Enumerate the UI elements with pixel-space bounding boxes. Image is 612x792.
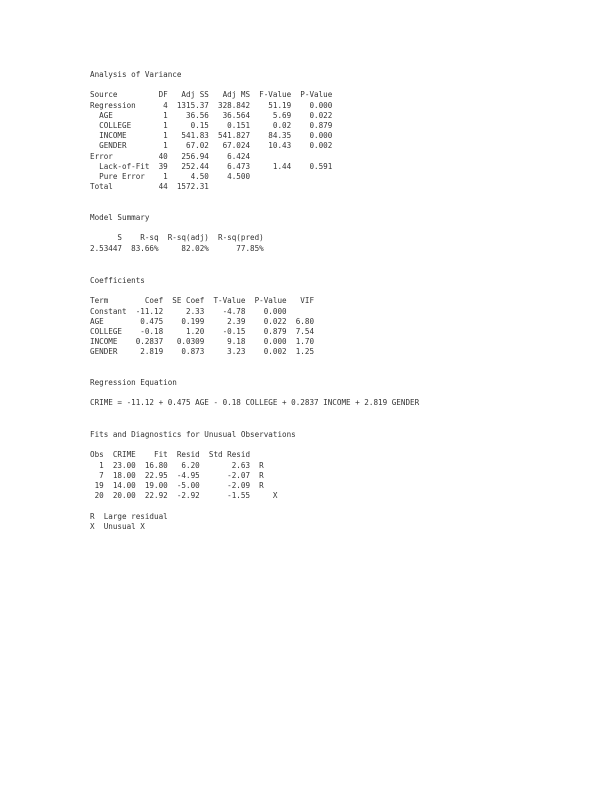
anova-row-error: Error 40 256.94 6.424 bbox=[90, 151, 251, 161]
unusual-observations-row-7: 7 18.00 22.95 -4.95 -2.07 R bbox=[90, 470, 264, 480]
unusual-observations-row-19: 19 14.00 19.00 -5.00 -2.09 R bbox=[90, 480, 264, 490]
coefficients-heading: Coefficients bbox=[90, 276, 145, 285]
model-summary-header-row: S R-sq R-sq(adj) R-sq(pred) bbox=[90, 233, 264, 243]
anova-row-regression: Regression 4 1315.37 328.842 51.19 0.000 bbox=[90, 100, 333, 110]
anova-row-total: Total 44 1572.31 bbox=[90, 182, 209, 192]
coefficients-row-income: INCOME 0.2837 0.0309 9.18 0.000 1.70 bbox=[90, 337, 315, 347]
anova-row-college: COLLEGE 1 0.15 0.151 0.02 0.879 bbox=[90, 120, 333, 130]
unusual-observations-header-row: Obs CRIME Fit Resid Std Resid bbox=[90, 450, 251, 460]
anova-row-pure-error: Pure Error 1 4.50 4.500 bbox=[90, 171, 251, 181]
anova-row-age: AGE 1 36.56 36.564 5.69 0.022 bbox=[90, 110, 333, 120]
model-summary-heading: Model Summary bbox=[90, 213, 150, 222]
anova-header-row: Source DF Adj SS Adj MS F-Value P-Value bbox=[90, 90, 333, 100]
anova-row-lack-of-fit: Lack-of-Fit 39 252.44 6.473 1.44 0.591 bbox=[90, 161, 333, 171]
coefficients-section bbox=[90, 276, 314, 358]
coefficients-header-row: Term Coef SE Coef T-Value P-Value VIF bbox=[90, 296, 315, 306]
anova-row-income: INCOME 1 541.83 541.827 84.35 0.000 bbox=[90, 131, 333, 141]
legend-unusual-x: X Unusual X bbox=[90, 521, 145, 531]
unusual-observations-row-20: 20 20.00 22.92 -2.92 -1.55 X bbox=[90, 491, 278, 501]
unusual-observations-section bbox=[90, 430, 296, 532]
anova-section bbox=[90, 70, 332, 192]
regression-equation-text: CRIME = -11.12 + 0.475 AGE - 0.18 COLLEGE + 0.2837 INCOME + 2.819 GENDER bbox=[90, 398, 420, 408]
unusual-observations-row-1: 1 23.00 16.80 6.20 2.63 R bbox=[90, 460, 264, 470]
anova-heading: Analysis of Variance bbox=[90, 70, 182, 79]
coefficients-row-college: COLLEGE -0.18 1.20 -0.15 0.879 7.54 bbox=[90, 326, 315, 336]
regression-equation-heading: Regression Equation bbox=[90, 378, 177, 387]
coefficients-row-age: AGE 0.475 0.199 2.39 0.022 6.80 bbox=[90, 316, 315, 326]
model-summary-value-row: 2.53447 83.66% 82.02% 77.85% bbox=[90, 243, 264, 253]
model-summary-section bbox=[90, 213, 264, 254]
coefficients-row-constant: Constant -11.12 2.33 -4.78 0.000 bbox=[90, 306, 287, 316]
unusual-observations-heading: Fits and Diagnostics for Unusual Observations bbox=[90, 430, 296, 439]
regression-equation-section bbox=[90, 378, 419, 409]
legend-large-residual: R Large residual bbox=[90, 511, 168, 521]
coefficients-row-gender: GENDER 2.819 0.873 3.23 0.002 1.25 bbox=[90, 347, 315, 357]
anova-row-gender: GENDER 1 67.02 67.024 10.43 0.002 bbox=[90, 141, 333, 151]
